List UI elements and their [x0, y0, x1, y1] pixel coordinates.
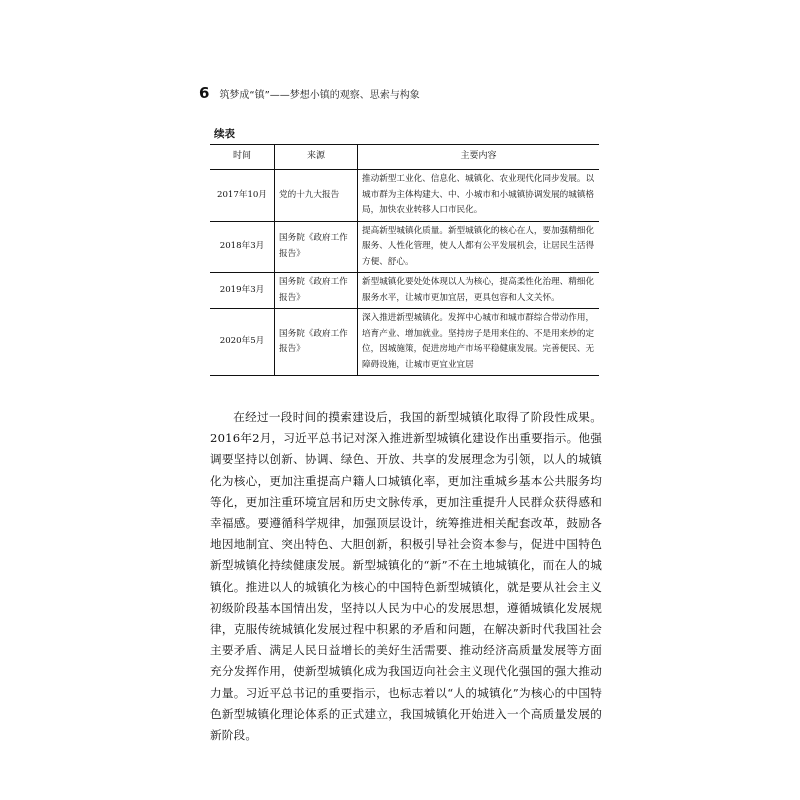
table-row — [210, 170, 599, 222]
cell-time: 2018年3月 — [210, 221, 275, 273]
column-header-source: 来源 — [275, 145, 358, 170]
body-text — [210, 407, 602, 746]
cell-content: 推动新型工业化、信息化、城镇化、农业现代化同步发展。以城市群为主体构建大、中、小城市和小城镇协调发展的城镇格局，加快农业转移人口市民化。 — [358, 170, 600, 222]
running-title: 筑梦成“镇”——梦想小镇的观察、思索与构象 — [219, 90, 420, 101]
page-header — [199, 84, 420, 102]
cell-time: 2017年10月 — [210, 170, 275, 222]
cell-content: 提高新型城镇化质量。新型城镇化的核心在人，要加强精细化服务、人性化管理，使人人都有公平发展机会，让居民生活得方便、舒心。 — [358, 221, 600, 273]
cell-source: 国务院《政府工作报告》 — [275, 309, 358, 376]
cell-source: 党的十九大报告 — [275, 170, 358, 222]
cell-source: 国务院《政府工作报告》 — [275, 273, 358, 309]
column-header-content: 主要内容 — [358, 145, 600, 170]
table-header-row — [210, 145, 599, 170]
table-row — [210, 221, 599, 273]
table-row — [210, 309, 599, 376]
table-row — [210, 273, 599, 309]
page-number: 6 — [199, 84, 210, 102]
cell-content: 新型城镇化要处处体现以人为核心，提高柔性化治理、精细化服务水平，让城市更加宜居，更具包容和人文关怀。 — [358, 273, 600, 309]
policy-table — [210, 144, 599, 376]
body-paragraph: 在经过一段时间的摸索建设后，我国的新型城镇化取得了阶段性成果。2016年2月，习近平总书记对深入推进新型城镇化建设作出重要指示。他强调要坚持以创新、协调、绿色、开放、共享的发展理念为引领，以人的城镇化为核心，更加注重提高户籍人口城镇化率，更加注重城乡基本公共服务均等化，更加注重环境宜居和历史文脉传承，更加注重提升人民群众获得感和幸福感。要遵循科学规律，加强顶层设计，统筹推进相关配套改革，鼓励各地因地制宜、突出特色、大胆创新，积极引导社会资本参与，促进中国特色新型城镇化持续健康发展。新型城镇化的“新”不在土地城镇化，而在人的城镇化。推进以人的城镇化为核心的中国特色新型城镇化，就是要从社会主义初级阶段基本国情出发，坚持以人民为中心的发展思想，遵循城镇化发展规律，克服传统城镇化发展过程中积累的矛盾和问题，在解决新时代我国社会主要矛盾、满足人民日益增长的美好生活需要、推动经济高质量发展等方面充分发挥作用，使新型城镇化成为我国迈向社会主义现代化强国的强大推动力量。习近平总书记的重要指示，也标志着以“人的城镇化”为核心的中国特色新型城镇化理论体系的正式建立，我国城镇化开始进入一个高质量发展的新阶段。 — [210, 410, 602, 743]
cell-content: 深入推进新型城镇化。发挥中心城市和城市群综合带动作用，培育产业、增加就业。坚持房子是用来住的、不是用来炒的定位，因城施策，促进房地产市场平稳健康发展。完善便民、无障碍设施，让城市更宜业宜居 — [358, 309, 600, 376]
cell-time: 2020年5月 — [210, 309, 275, 376]
column-header-time: 时间 — [210, 145, 275, 170]
cell-time: 2019年3月 — [210, 273, 275, 309]
table-caption: 续表 — [214, 128, 235, 140]
cell-source: 国务院《政府工作报告》 — [275, 221, 358, 273]
